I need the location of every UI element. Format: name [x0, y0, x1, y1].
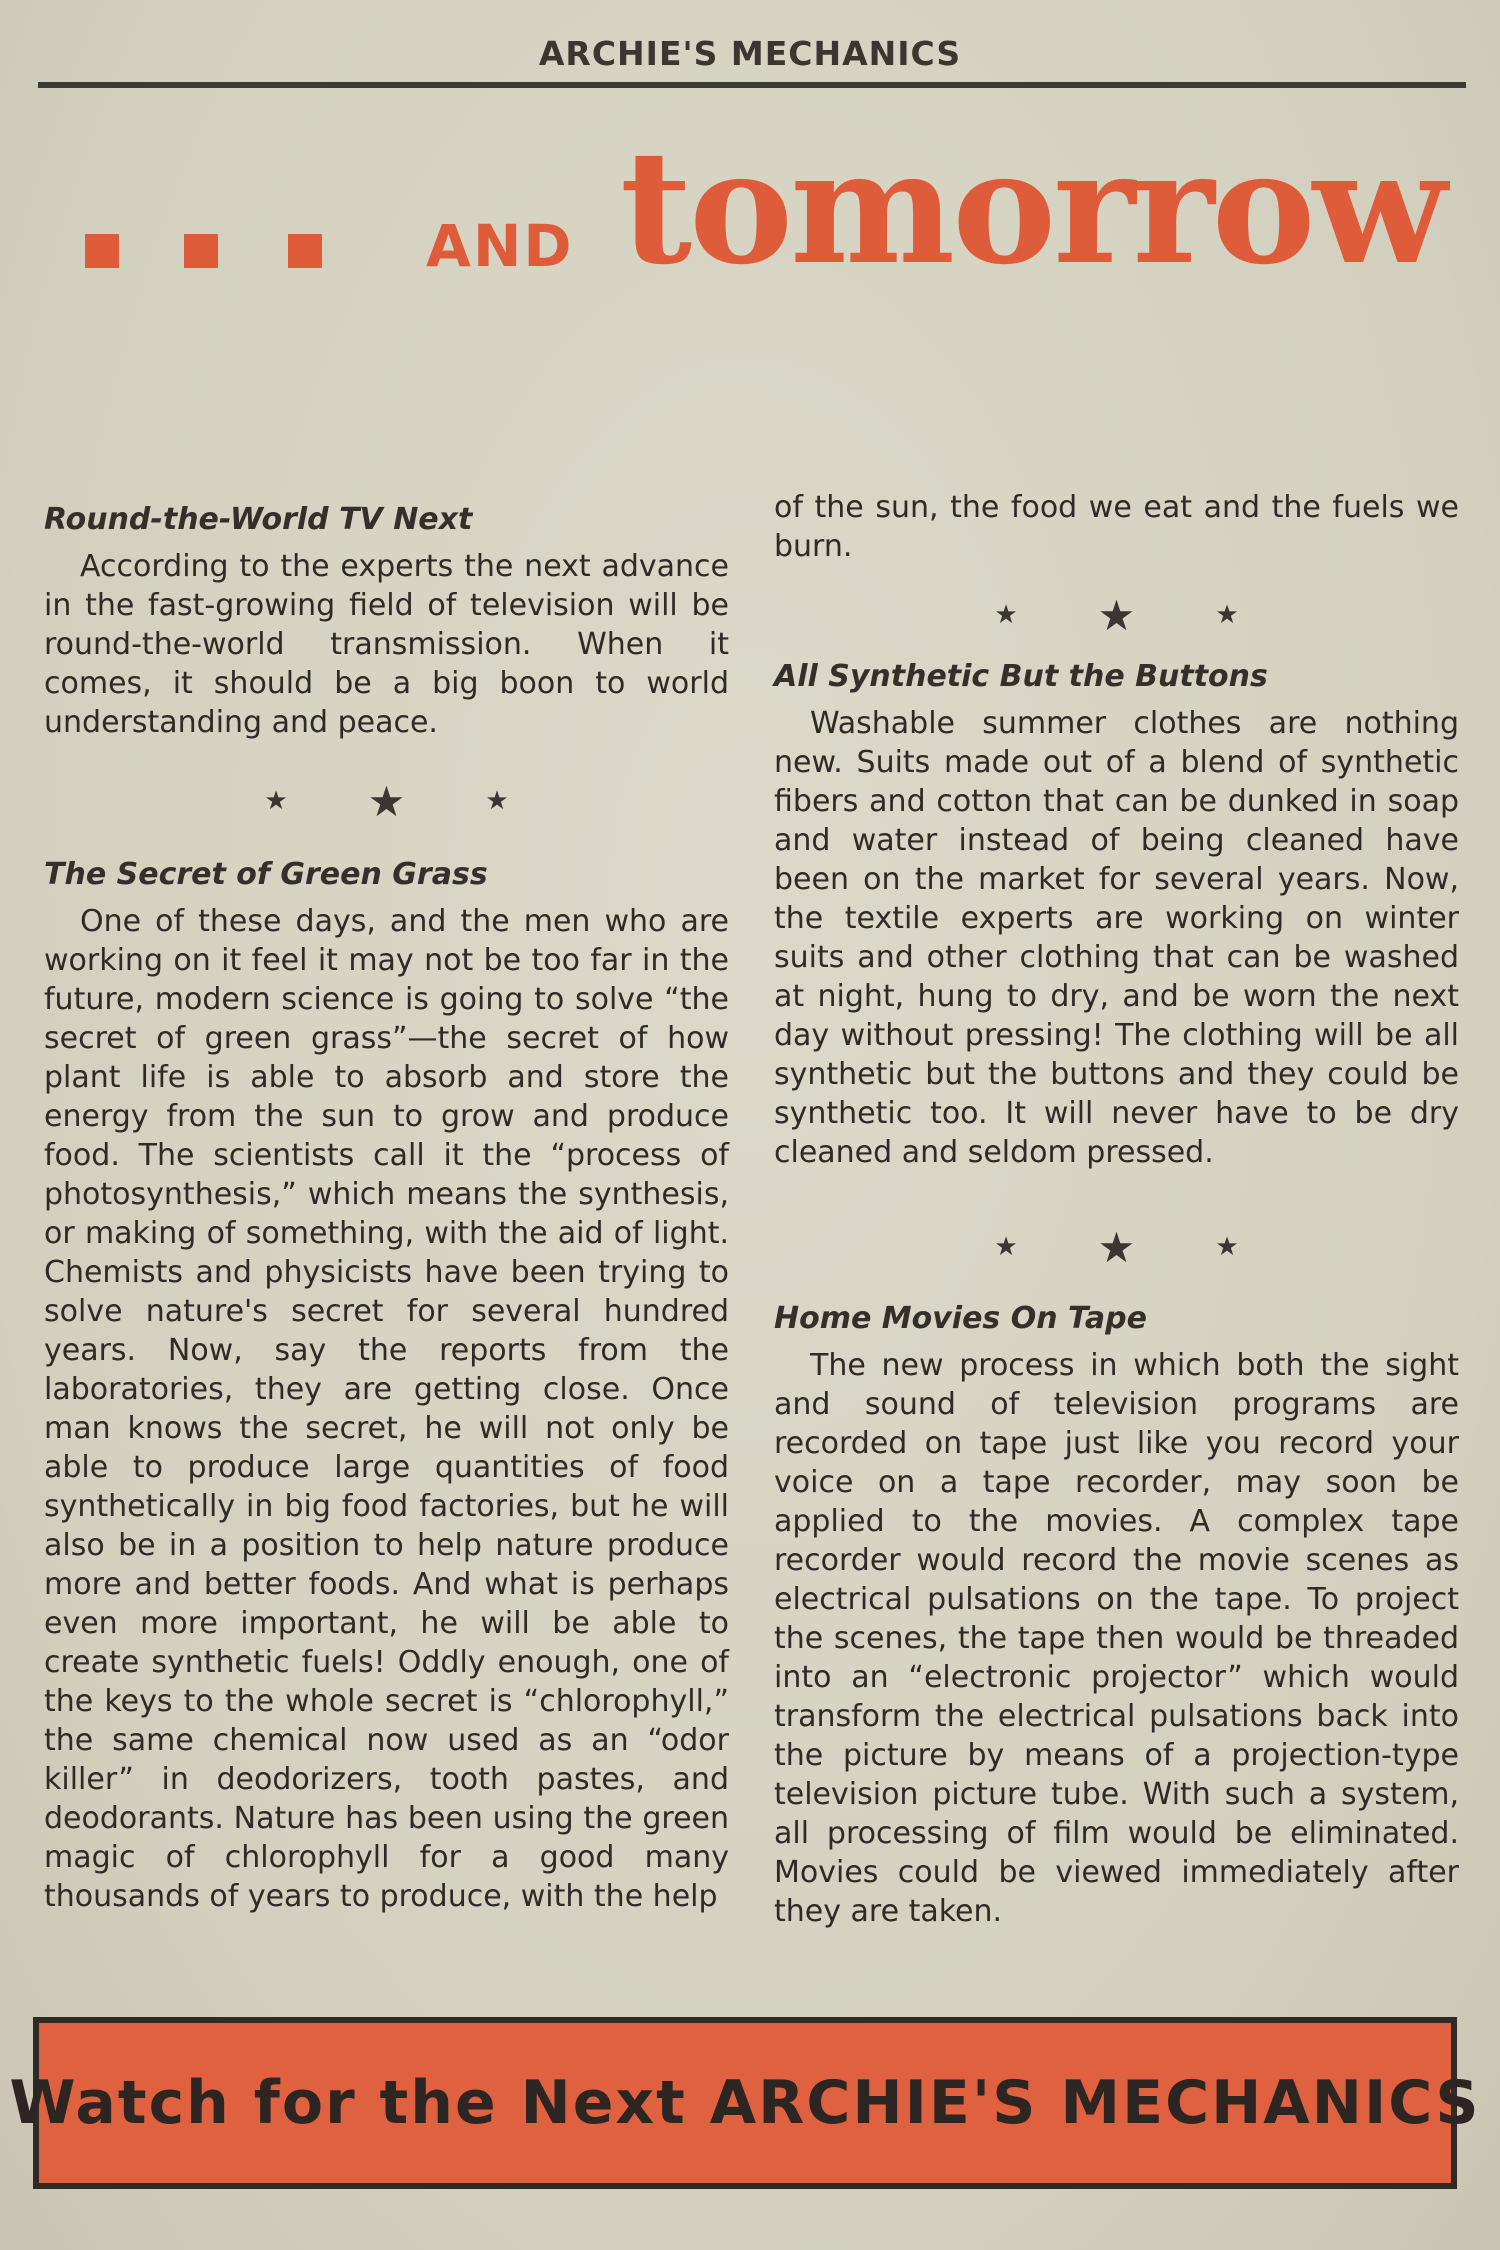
star-icon: ★	[485, 786, 509, 816]
left-column	[44, 493, 729, 1916]
article-body: According to the experts the next advance in the fast-growing field of television will be round-the-world transmission. When it comes, it should be a big boon to world understanding and peace.	[44, 549, 729, 740]
star-icon: ★	[1215, 600, 1239, 630]
article-heading: Round-the-World TV Next	[44, 502, 473, 537]
star-icon: ★	[367, 776, 406, 826]
star-icon: ★	[1215, 1232, 1239, 1262]
article-continuation: of the sun, the food we eat and the fuels we burn.	[774, 490, 1459, 564]
running-head: ARCHIE'S MECHANICS	[538, 34, 962, 73]
page-title	[0, 116, 1500, 300]
star-separator	[774, 1212, 1459, 1282]
star-separator	[774, 580, 1459, 650]
star-icon: ★	[994, 600, 1018, 630]
star-icon: ★	[264, 786, 288, 816]
banner-text: Watch for the Next ARCHIE'S MECHANICS	[9, 2068, 1481, 2138]
title-square-3	[288, 234, 322, 268]
title-square-2	[184, 234, 218, 268]
star-icon: ★	[1097, 590, 1136, 640]
article-heading: All Synthetic But the Buttons	[774, 659, 1268, 694]
article-heading: The Secret of Green Grass	[44, 857, 488, 892]
star-icon: ★	[1097, 1222, 1136, 1272]
title-main: tomorrow	[620, 116, 1444, 299]
header-rule	[38, 82, 1466, 88]
title-square-1	[85, 234, 119, 268]
star-icon: ★	[994, 1232, 1018, 1262]
next-issue-banner	[9, 2017, 1481, 2189]
article-body: Washable summer clothes are nothing new. Suits made out of a blend of synthetic fibers and cotton that can be dunked in soap and water instead of being cleaned have been on the market for several years. Now, the textile experts are working on winter suits and other clothing that can be washed at night, hung to dry, and be worn the next day without pressing! The clothing will be all synthetic but the buttons and they could be synthetic too. It will never have to be dry cleaned and seldom pressed.	[774, 706, 1459, 1170]
article-body: The new process in which both the sight and sound of television programs are recorded on tape just like you record your voice on a tape recorder, may soon be applied to the movies. A complex tape recorder would record the movie scenes as electrical pulsations on the tape. To project the scenes, the tape then would be threaded into an “electronic projector” which would transform the electrical pulsations back into the picture by means of a projection-type television picture tube. With such a system, all processing of film would be eliminated. Movies could be viewed immediately after they are taken.	[774, 1348, 1459, 1929]
title-and: AND	[426, 212, 574, 280]
star-separator	[44, 766, 729, 836]
right-column	[774, 488, 1459, 1931]
article-heading: Home Movies On Tape	[774, 1301, 1147, 1336]
article-body: One of these days, and the men who are working on it feel it may not be too far in the future, modern science is going to solve “the secret of green grass”—the secret of how plant life is able to absorb and store the energy from the sun to grow and produce food. The scientists call it the “process of photosynthesis,” which means the synthesis, or making of something, with the aid of light. Chemists and physicists have been trying to solve nature's secret for several hundred years. Now, say the reports from the laboratories, they are getting close. Once man knows the secret, he will not only be able to produce large quantities of food synthetically in big food factories, but he will also be in a position to help nature produce more and better foods. And what is perhaps even more important, he will be able to create synthetic fuels! Oddly enough, one of the keys to the whole secret is “chlorophyll,” the same chemical now used as an “odor killer” in deodorizers, tooth pastes, and deodorants. Nature has been using the green magic of chlorophyll for a good many thousands of years to produce, with the help	[44, 904, 729, 1914]
